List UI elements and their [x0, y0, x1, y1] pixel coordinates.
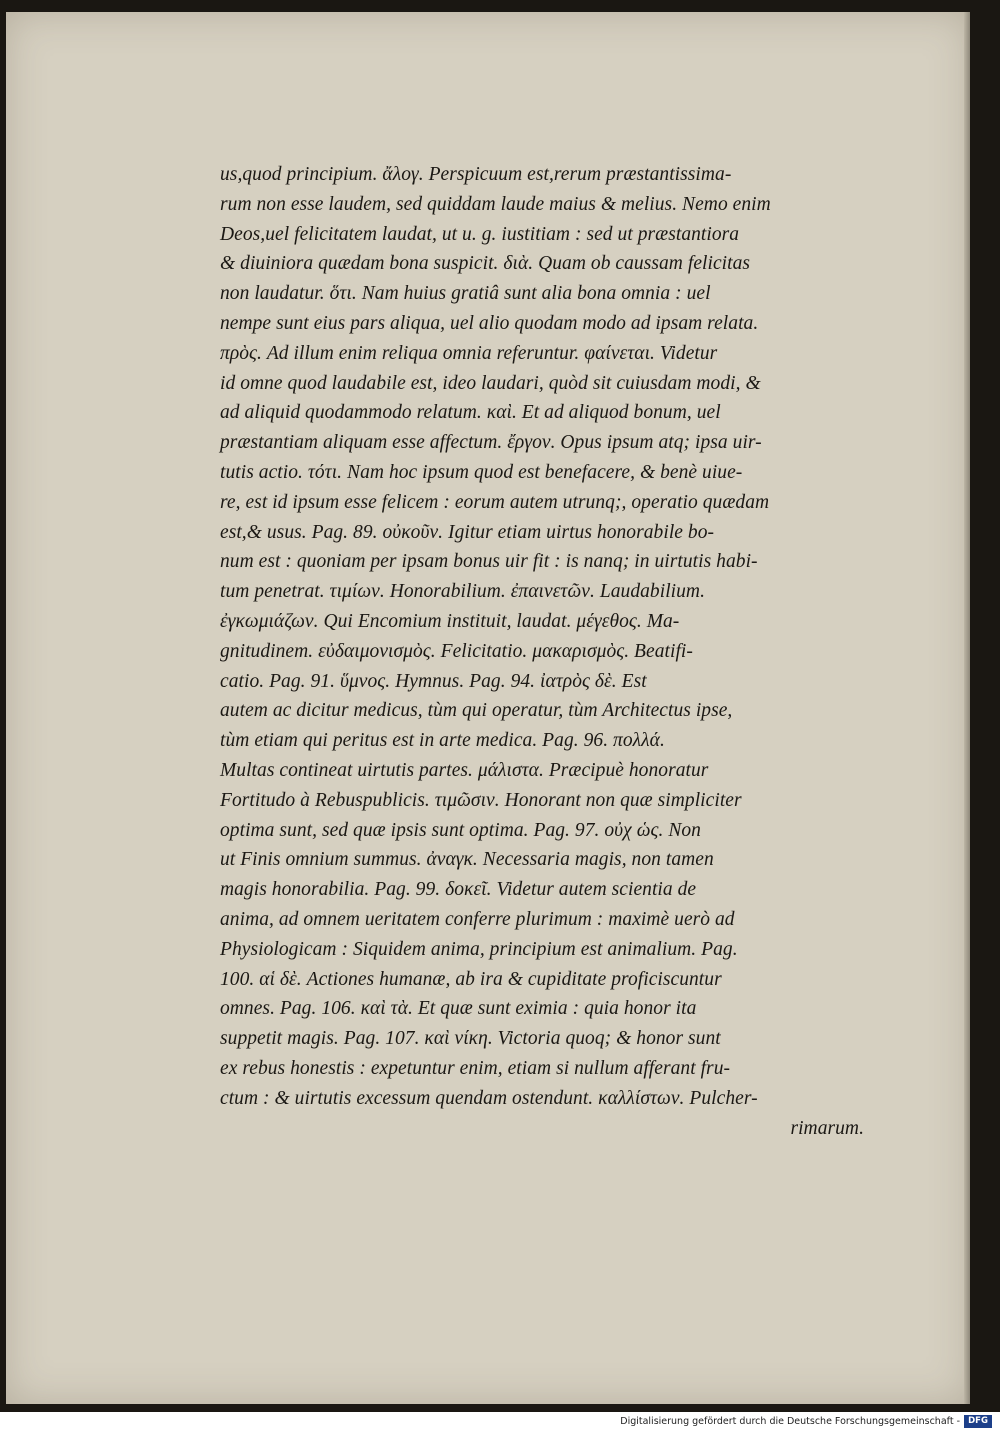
text-line: re, est id ipsum esse felicem : eorum autem utrunq;, operatio quædam [220, 491, 770, 513]
text-line: tutis actio. τότι. Nam hoc ipsum quod est benefacere, & benè uiue- [220, 461, 743, 483]
book-page [6, 12, 970, 1404]
text-line: Physiologicam : Siquidem anima, principium est animalium. Pag. [220, 938, 738, 960]
text-line: 100. αἱ δὲ. Actiones humanæ, ab ira & cupiditate proficiscuntur [220, 968, 722, 990]
text-line: nempe sunt eius pars aliqua, uel alio quodam modo ad ipsam relata. [220, 312, 759, 334]
text-line: πρὸς. Ad illum enim reliqua omnia referuntur. φαίνεται. Videtur [220, 342, 718, 364]
text-line: optima sunt, sed quæ ipsis sunt optima. Pag. 97. οὐχ ὡς. Non [220, 819, 701, 841]
text-line: catio. Pag. 91. ὕμνος. Hymnus. Pag. 94. ἰατρὸς δὲ. Est [220, 670, 647, 692]
text-line: tùm etiam qui peritus est in arte medica. Pag. 96. πολλά. [220, 730, 665, 752]
dfg-logo: DFG [964, 1415, 992, 1428]
text-line: ex rebus honestis : expetuntur enim, etiam si nullum afferant fru- [220, 1057, 731, 1079]
text-line: ctum : & uirtutis excessum quendam ostendunt. καλλίστων. Pulcher- [220, 1087, 758, 1109]
text-line: non laudatur. ὅτι. Nam huius gratiâ sunt alia bona omnia : uel [220, 283, 711, 305]
text-line: omnes. Pag. 106. καὶ τὰ. Et quæ sunt eximia : quia honor ita [220, 998, 697, 1020]
text-line: ἐγκωμιάζων. Qui Encomium instituit, laudat. μέγεθος. Ma- [220, 610, 680, 632]
text-line: & diuiniora quædam bona suspicit. διὰ. Quam ob caussam felicitas [220, 253, 751, 275]
page-edge [964, 12, 970, 1404]
text-line: Fortitudo à Rebuspublicis. τιμῶσιν. Honorant non quæ simpliciter [220, 789, 742, 811]
text-line: Deos,uel felicitatem laudat, ut u. g. iustitiam : sed ut præstantiora [220, 223, 740, 245]
text-line: num est : quoniam per ipsam bonus uir fit : is nanq; in uirtutis habi- [220, 551, 758, 573]
text-line: ut Finis omnium summus. ἀναγκ. Necessaria magis, non tamen [220, 849, 714, 871]
text-line: us,quod principium. ἄλογ. Perspicuum est,rerum præstantissima- [220, 164, 732, 185]
text-line: autem ac dicitur medicus, tùm qui operatur, tùm Architectus ipse, [220, 700, 733, 722]
text-line: rum non esse laudem, sed quiddam laude maius & melius. Nemo enim [220, 193, 771, 215]
text-line: Multas contineat uirtutis partes. μάλιστα. Præcipuè honoratur [220, 759, 709, 781]
text-line: magis honorabilia. Pag. 99. δοκεῖ. Videtur autem scientia de [220, 879, 697, 901]
footer-credit: Digitalisierung gefördert durch die Deutsche Forschungsgemeinschaft - [620, 1416, 960, 1427]
text-line: tum penetrat. τιμίων. Honorabilium. ἐπαινετῶν. Laudabilium. [220, 581, 705, 603]
text-line: præstantiam aliquam esse affectum. ἔργον. Opus ipsum atq; ipsa uir- [220, 432, 762, 454]
text-line: est,& usus. Pag. 89. οὐκοῦν. Igitur etiam uirtus honorabile bo- [220, 521, 715, 543]
text-line: anima, ad omnem ueritatem conferre plurimum : maximè uerò ad [220, 908, 735, 930]
text-block [220, 160, 870, 1143]
text-line: gnitudinem. εὐδαιμονισμὸς. Felicitatio. μακαρισμὸς. Beatifi- [220, 640, 693, 662]
text-line: suppetit magis. Pag. 107. καὶ νίκη. Victoria quoq; & honor sunt [220, 1028, 721, 1050]
text-line: ad aliquid quodammodo relatum. καὶ. Et ad aliquod bonum, uel [220, 402, 721, 424]
text-line: rimarum. [790, 1117, 864, 1139]
footer [0, 1412, 1000, 1432]
text-line: id omne quod laudabile est, ideo laudari, quòd sit cuiusdam modi, & [220, 372, 761, 394]
